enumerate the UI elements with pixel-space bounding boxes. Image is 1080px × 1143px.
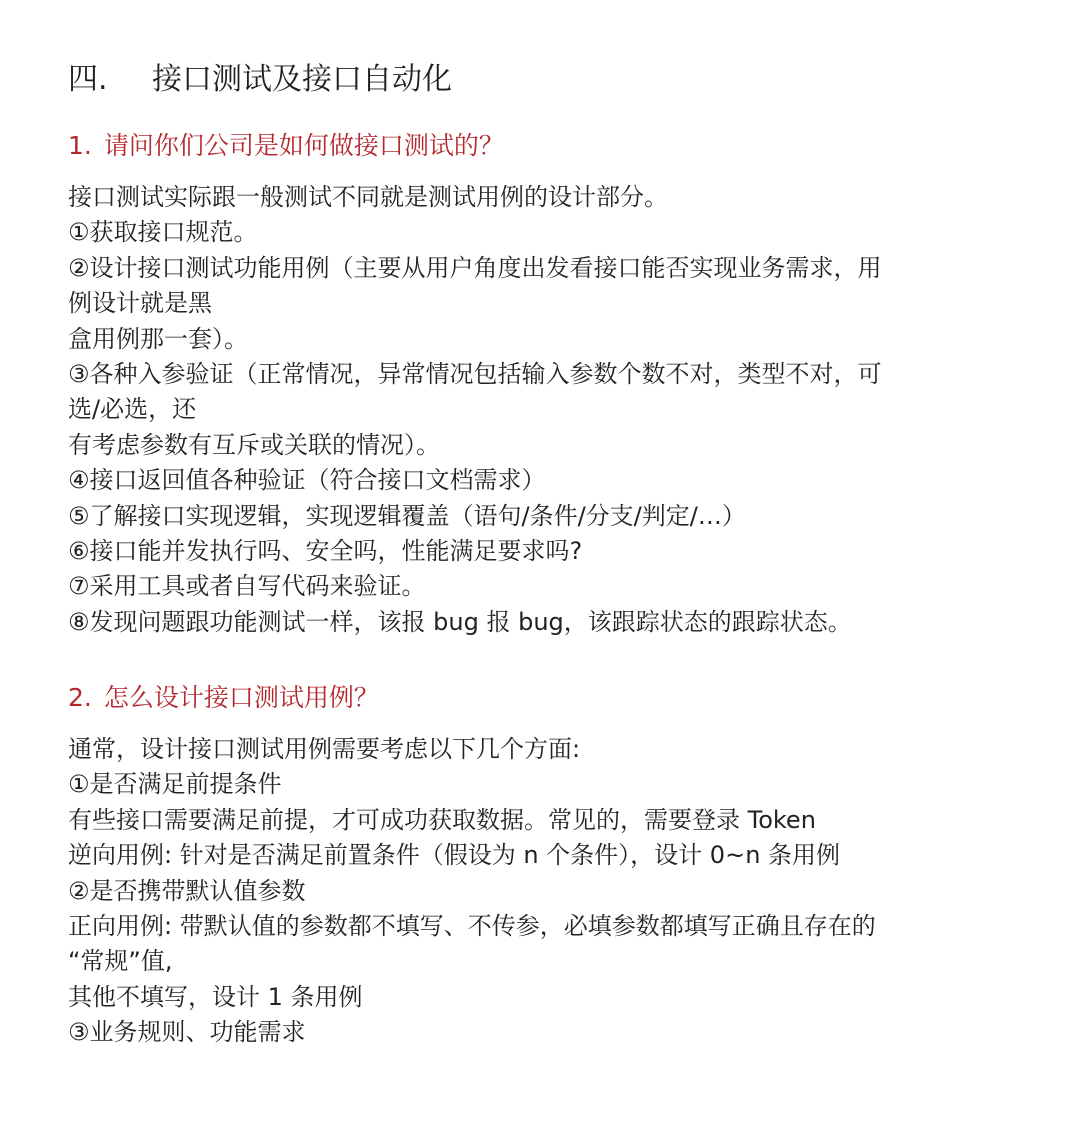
document-title-text: 接口测试及接口自动化 (152, 62, 452, 97)
list-item: ①获取接口规范。 (68, 218, 258, 247)
section-number: 2. (68, 683, 92, 712)
list-item: ④接口返回值各种验证（符合接口文档需求） (68, 466, 546, 495)
section-heading-text: 怎么设计接口测试用例？ (103, 683, 379, 712)
paragraph-line: 有些接口需要满足前提，才可成功获取数据。常见的，需要登录 Token (68, 805, 816, 834)
list-item: ③各种入参验证（正常情况，异常情况包括输入参数个数不对，类型不对，可 (68, 360, 882, 389)
list-item: ⑤了解接口实现逻辑，实现逻辑覆盖（语句/条件/分支/判定/…） (68, 501, 746, 530)
list-item: ①是否满足前提条件 (68, 770, 282, 799)
list-item: ⑦采用工具或者自写代码来验证。 (68, 572, 426, 601)
paragraph-line: 逆向用例: 针对是否满足前置条件（假设为 n 个条件），设计 0~n 条用例 (68, 841, 841, 870)
section-interface-testing-practice (68, 128, 1008, 640)
paragraph-line: 通常，设计接口测试用例需要考虑以下几个方面: (68, 735, 581, 763)
paragraph-line: 其他不填写，设计 1 条用例 (68, 982, 363, 1011)
list-item: ②是否携带默认值参数 (68, 876, 306, 905)
paragraph-line-continuation: “常规”值, (68, 947, 173, 976)
section-heading (68, 128, 1008, 164)
document-title (68, 60, 452, 100)
list-item-continuation: 例设计就是黑 (68, 289, 212, 318)
section-number: 1. (68, 131, 92, 160)
list-item: ②设计接口测试功能用例（主要从用户角度出发看接口能否实现业务需求，用 (68, 253, 882, 282)
list-item-continuation: 有考虑参数有互斥或关联的情况）。 (68, 430, 440, 459)
document-title-number: 四. (68, 62, 108, 97)
list-item: ③业务规则、功能需求 (68, 1018, 306, 1047)
section-heading-text: 请问你们公司是如何做接口测试的？ (103, 131, 504, 160)
list-item: ⑥接口能并发执行吗、安全吗，性能满足要求吗? (68, 537, 583, 566)
list-item-continuation: 盒用例那一套）。 (68, 324, 248, 353)
paragraph-line: 接口测试实际跟一般测试不同就是测试用例的设计部分。 (68, 183, 668, 211)
paragraph-line: 正向用例: 带默认值的参数都不填写、不传参，必填参数都填写正确且存在的 (68, 912, 876, 941)
section-heading (68, 680, 1008, 716)
section-test-case-design (68, 680, 1008, 1051)
list-item-continuation: 选/必选，还 (68, 395, 197, 424)
list-item: ⑧发现问题跟功能测试一样，该报 bug 报 bug，该跟踪状态的跟踪状态。 (68, 607, 852, 636)
